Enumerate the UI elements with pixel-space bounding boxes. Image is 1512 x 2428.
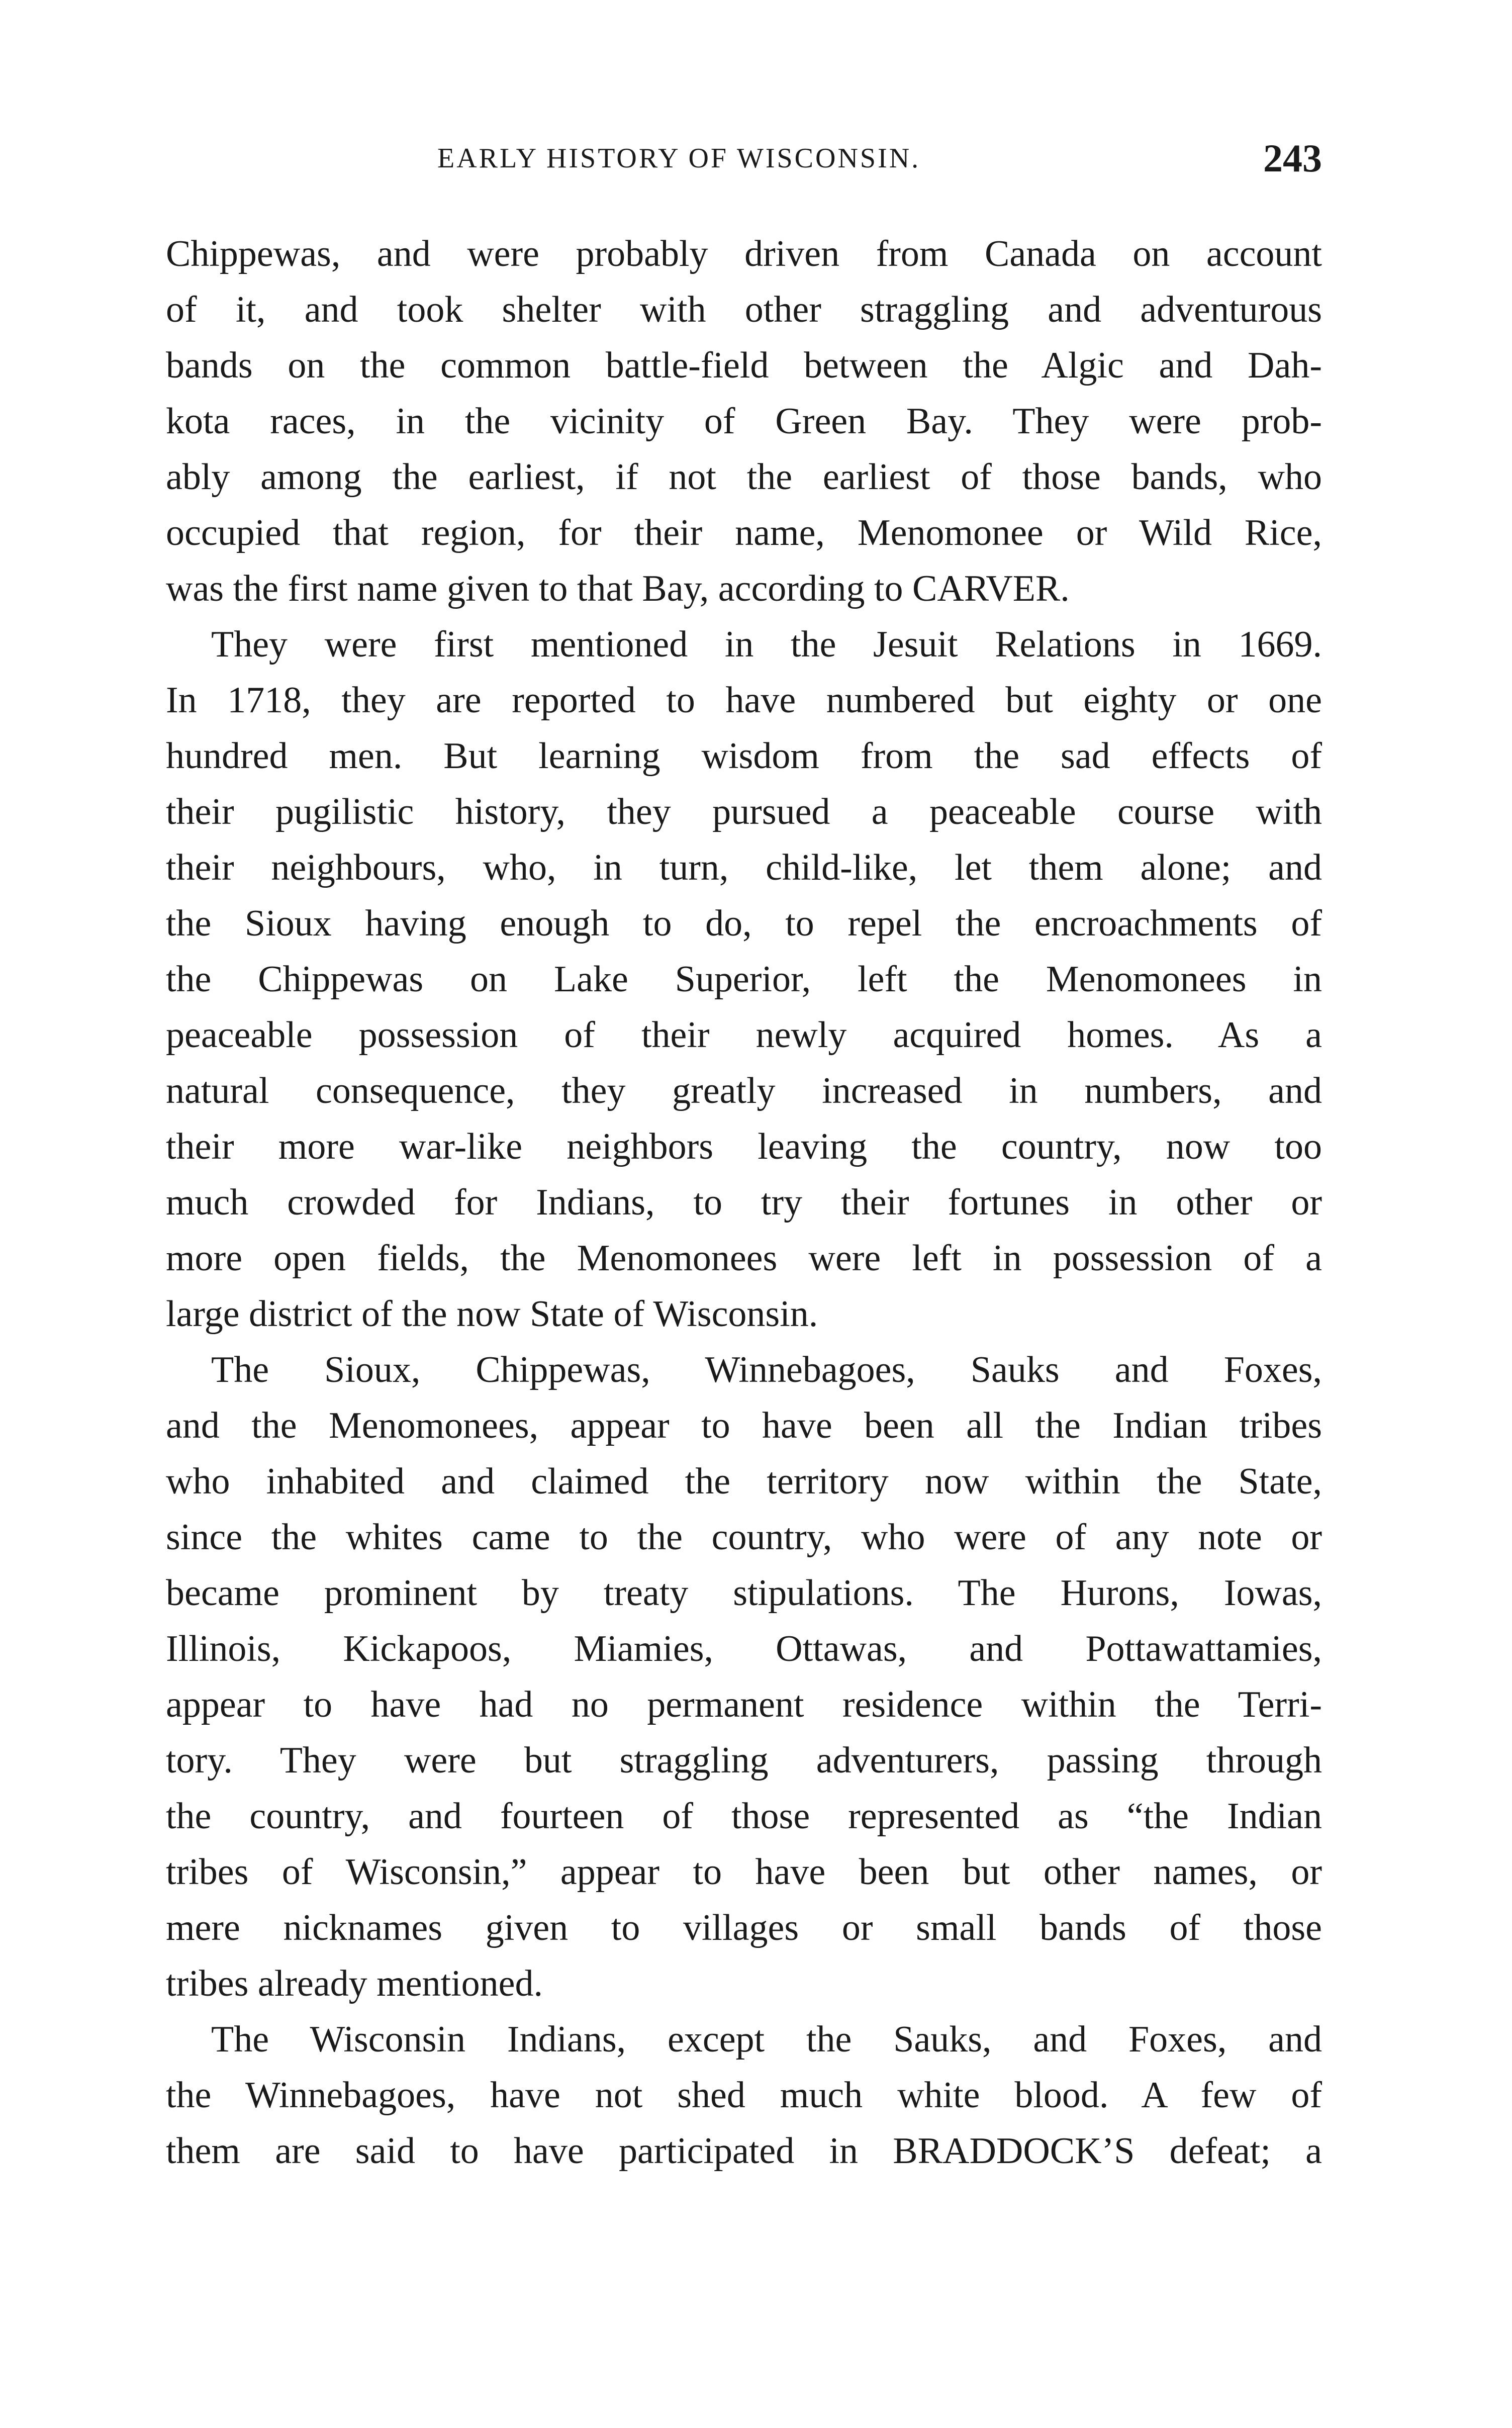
text-line: them are said to have participated in BRADDOCK’S defeat; a: [166, 2130, 1322, 2172]
text-line: their more war-like neighbors leaving the country, now too: [166, 1126, 1322, 1167]
text-line: ably among the earliest, if not the earliest of those bands, who: [166, 456, 1322, 498]
text-line: They were first mentioned in the Jesuit Relations in 1669.: [211, 624, 1322, 665]
text-line: became prominent by treaty stipulations. The Hurons, Iowas,: [166, 1572, 1322, 1614]
text-line: hundred men. But learning wisdom from the sad effects of: [166, 735, 1322, 777]
paragraph: [166, 2012, 1322, 2179]
text-line: In 1718, they are reported to have numbered but eighty or one: [166, 680, 1322, 721]
text-line: who inhabited and claimed the territory now within the State,: [166, 1461, 1322, 1502]
text-line: the Winnebagoes, have not shed much white blood. A few of: [166, 2075, 1322, 2116]
text-line: occupied that region, for their name, Menomonee or Wild Rice,: [166, 512, 1322, 553]
paragraph: [166, 1342, 1322, 2012]
text-line: tory. They were but straggling adventurers, passing through: [166, 1740, 1322, 1781]
page-number: 243: [1263, 136, 1322, 180]
text-line: of it, and took shelter with other straggling and adventurous: [166, 289, 1322, 330]
text-line: appear to have had no permanent residence within the Terri-: [166, 1684, 1322, 1725]
paragraph: [166, 617, 1322, 1342]
text-line: the country, and fourteen of those represented as “the Indian: [166, 1796, 1322, 1837]
running-header: [166, 136, 1322, 181]
paragraph: [166, 226, 1322, 617]
text-line: tribes of Wisconsin,” appear to have been but other names, or: [166, 1851, 1322, 1893]
text-line: was the first name given to that Bay, according to CARVER.: [166, 568, 1070, 609]
running-title: EARLY HISTORY OF WISCONSIN.: [437, 143, 921, 174]
text-line: more open fields, the Menomonees were left in possession of a: [166, 1238, 1322, 1279]
text-line: Chippewas, and were probably driven from Canada on account: [166, 233, 1322, 274]
text-line: peaceable possession of their newly acquired homes. As a: [166, 1014, 1322, 1056]
text-line: their pugilistic history, they pursued a peaceable course with: [166, 791, 1322, 832]
text-line: since the whites came to the country, who were of any note or: [166, 1517, 1322, 1558]
text-line: bands on the common battle-field between the Algic and Dah-: [166, 345, 1322, 386]
text-line: Illinois, Kickapoos, Miamies, Ottawas, and Pottawattamies,: [166, 1628, 1322, 1669]
text-line: their neighbours, who, in turn, child-like, let them alone; and: [166, 847, 1322, 888]
text-line: mere nicknames given to villages or small bands of those: [166, 1907, 1322, 1948]
text-line: much crowded for Indians, to try their fortunes in other or: [166, 1182, 1322, 1223]
text-line: and the Menomonees, appear to have been all the Indian tribes: [166, 1405, 1322, 1446]
text-line: natural consequence, they greatly increased in numbers, and: [166, 1070, 1322, 1111]
text-line: the Chippewas on Lake Superior, left the Menomonees in: [166, 959, 1322, 1000]
text-line: The Sioux, Chippewas, Winnebagoes, Sauks and Foxes,: [211, 1349, 1322, 1390]
text-line: kota races, in the vicinity of Green Bay. They were prob-: [166, 401, 1322, 442]
text-line: the Sioux having enough to do, to repel the encroachments of: [166, 903, 1322, 944]
text-line: tribes already mentioned.: [166, 1963, 543, 2004]
text-line: large district of the now State of Wisconsin.: [166, 1293, 818, 1335]
body-text: [166, 226, 1322, 2179]
text-line: The Wisconsin Indians, except the Sauks, and Foxes, and: [211, 2019, 1322, 2060]
